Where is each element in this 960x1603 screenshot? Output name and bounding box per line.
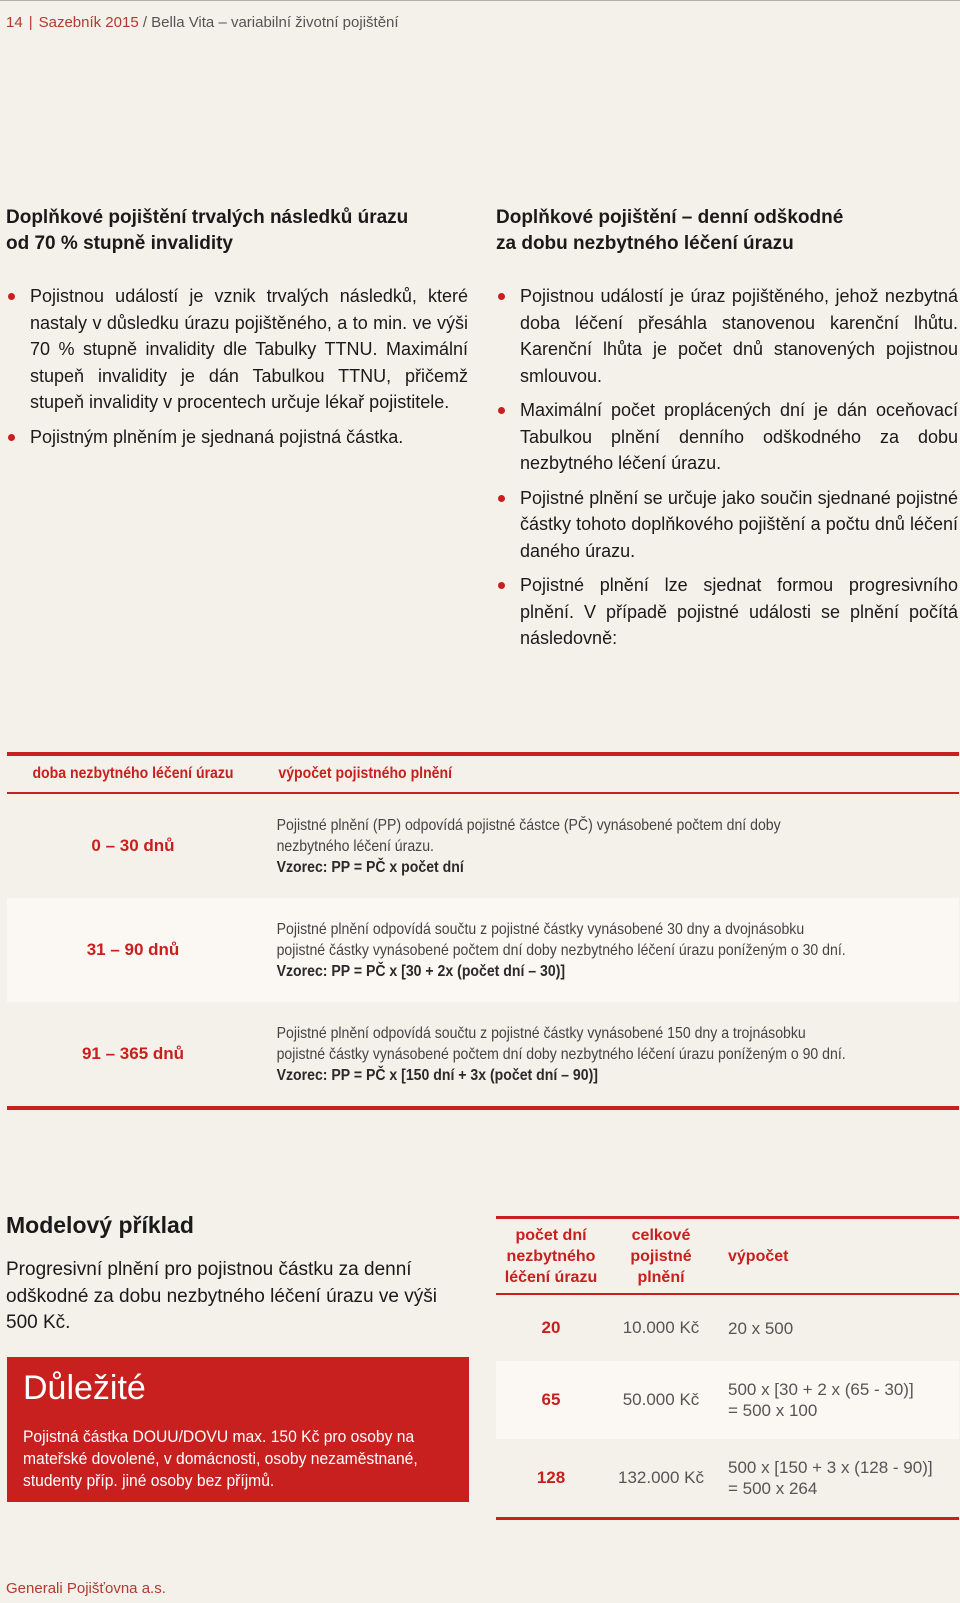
calculation-cell: Pojistné plnění odpovídá součtu z pojistné částky vynásobené 30 dny a dvojnásobku pojistné částky vynásobené počtem dní doby nezbytného léčení úrazu poníženým o 30 dní. Vzorec: PP = PČ x [30 + 2x (počet dní – 30)] <box>259 919 866 982</box>
left-section <box>6 205 468 458</box>
list-item: Maximální počet proplácených dní je dán oceňovací Tabulkou plnění denního odškodného za dobu nezbytného léčení úrazu. <box>496 397 958 477</box>
list-item: Pojistné plnění se určuje jako součin sjednané pojistné částky tohoto doplňkového pojištění a počtu dnů léčení daného úrazu. <box>496 485 958 565</box>
publication-name: Sazebník 2015 <box>38 14 139 31</box>
model-text: Progresivní plnění pro pojistnou částku za denní odškodné za dobu nezbytného léčení úrazu ve výši 500 Kč. <box>6 1259 437 1333</box>
table-row <box>7 794 959 898</box>
list-item: Pojistným plněním je sjednaná pojistná částka. <box>6 424 468 451</box>
calculation-table <box>7 752 959 1110</box>
header-total: celkové pojistné plnění <box>630 1226 692 1286</box>
left-section-title: Doplňkové pojištění trvalých následků úrazu od 70 % stupně invalidity <box>6 207 409 254</box>
table-bottom-rule <box>7 1106 959 1110</box>
total-cell: 132.000 Kč <box>617 1468 704 1487</box>
top-rule <box>0 0 960 1</box>
list-item: Pojistnou událostí je úraz pojištěného, jehož nezbytná doba léčení přesáhla stanovenou karenční lhůtu. Karenční lhůta je počet dnů stanovených pojistnou smlouvou. <box>496 283 958 389</box>
right-section-title: Doplňkové pojištění – denní odškodné za dobu nezbytného léčení úrazu <box>496 207 844 254</box>
footer-company: Generali Pojišťovna a.s. <box>6 1580 166 1597</box>
formula: Vzorec: PP = PČ x [150 dní + 3x (počet dní – 90)] <box>276 1066 598 1084</box>
days-cell: 20 <box>541 1318 561 1337</box>
days-cell: 128 <box>536 1468 566 1487</box>
page-header <box>6 14 399 31</box>
formula: Vzorec: PP = PČ x počet dní <box>276 858 464 876</box>
table-row <box>496 1295 959 1361</box>
header-calculation: výpočet pojistného plnění <box>278 765 453 782</box>
list-item: Pojistné plnění lze sjednat formou progresivního plnění. V případě pojistné události se plnění počítá následovně: <box>496 572 958 652</box>
right-section <box>496 205 958 660</box>
table-row <box>7 898 959 1002</box>
header-separator: | <box>28 14 33 31</box>
model-title: Modelový příklad <box>6 1212 194 1238</box>
table-row <box>496 1361 959 1439</box>
calculation-cell: Pojistné plnění odpovídá součtu z pojistné částky vynásobené 150 dny a trojnásobku pojistné částky vynásobené počtem dní doby nezbytného léčení úrazu poníženým o 90 dní. Vzorec: PP = PČ x [150 dní + 3x (počet dní – 90)] <box>259 1023 866 1086</box>
table-row <box>496 1439 959 1517</box>
page-number: 14 <box>6 14 23 31</box>
important-text: Pojistná částka DOUU/DOVU max. 150 Kč pro osoby na mateřské dovolené, v domácnosti, osoby nezaměstnané, studenty příp. jiné osoby bez příjmů. <box>23 1427 418 1490</box>
left-bullet-list <box>6 283 468 450</box>
model-table <box>496 1216 959 1520</box>
formula: Vzorec: PP = PČ x [30 + 2x (počet dní – 30)] <box>276 962 566 980</box>
model-table-header-row <box>496 1219 959 1295</box>
period-cell: 31 – 90 dnů <box>86 940 180 959</box>
total-cell: 50.000 Kč <box>622 1390 700 1409</box>
calc-cell: 20 x 500 <box>728 1318 794 1338</box>
days-cell: 65 <box>541 1390 561 1409</box>
important-box <box>7 1357 469 1502</box>
model-table-bottom-rule <box>496 1517 959 1520</box>
calculation-cell: Pojistné plnění (PP) odpovídá pojistné částce (PČ) vynásobené počtem dní doby nezbytného léčení úrazu. Vzorec: PP = PČ x počet dní <box>259 815 866 878</box>
list-item: Pojistnou událostí je vznik trvalých následků, které nastaly v důsledku úrazu pojištěného, a to min. ve výši 70 % stupně invalidity dle Tabulky TTNU. Maximální stupeň invalidity je dán Tabulkou TTNU, přičemž stupeň invalidity v procentech určuje lékař pojistitele. <box>6 283 468 416</box>
header-days: počet dní nezbytného léčení úrazu <box>504 1226 598 1286</box>
header-subtitle: / Bella Vita – variabilní životní pojištění <box>142 14 399 31</box>
important-title: Důležité <box>23 1369 146 1407</box>
period-cell: 91 – 365 dnů <box>81 1044 185 1063</box>
model-example <box>6 1212 446 1337</box>
header-period: doba nezbytného léčení úrazu <box>32 765 234 782</box>
right-bullet-list <box>496 283 958 652</box>
header-calculation: výpočet <box>728 1247 789 1265</box>
calc-cell: 500 x [30 + 2 x (65 - 30)] = 500 x 100 <box>728 1380 914 1420</box>
calc-cell: 500 x [150 + 3 x (128 - 90)] = 500 x 264 <box>728 1458 933 1498</box>
total-cell: 10.000 Kč <box>622 1318 700 1337</box>
table-header-row <box>7 756 959 794</box>
period-cell: 0 – 30 dnů <box>91 836 175 855</box>
table-row <box>7 1002 959 1106</box>
